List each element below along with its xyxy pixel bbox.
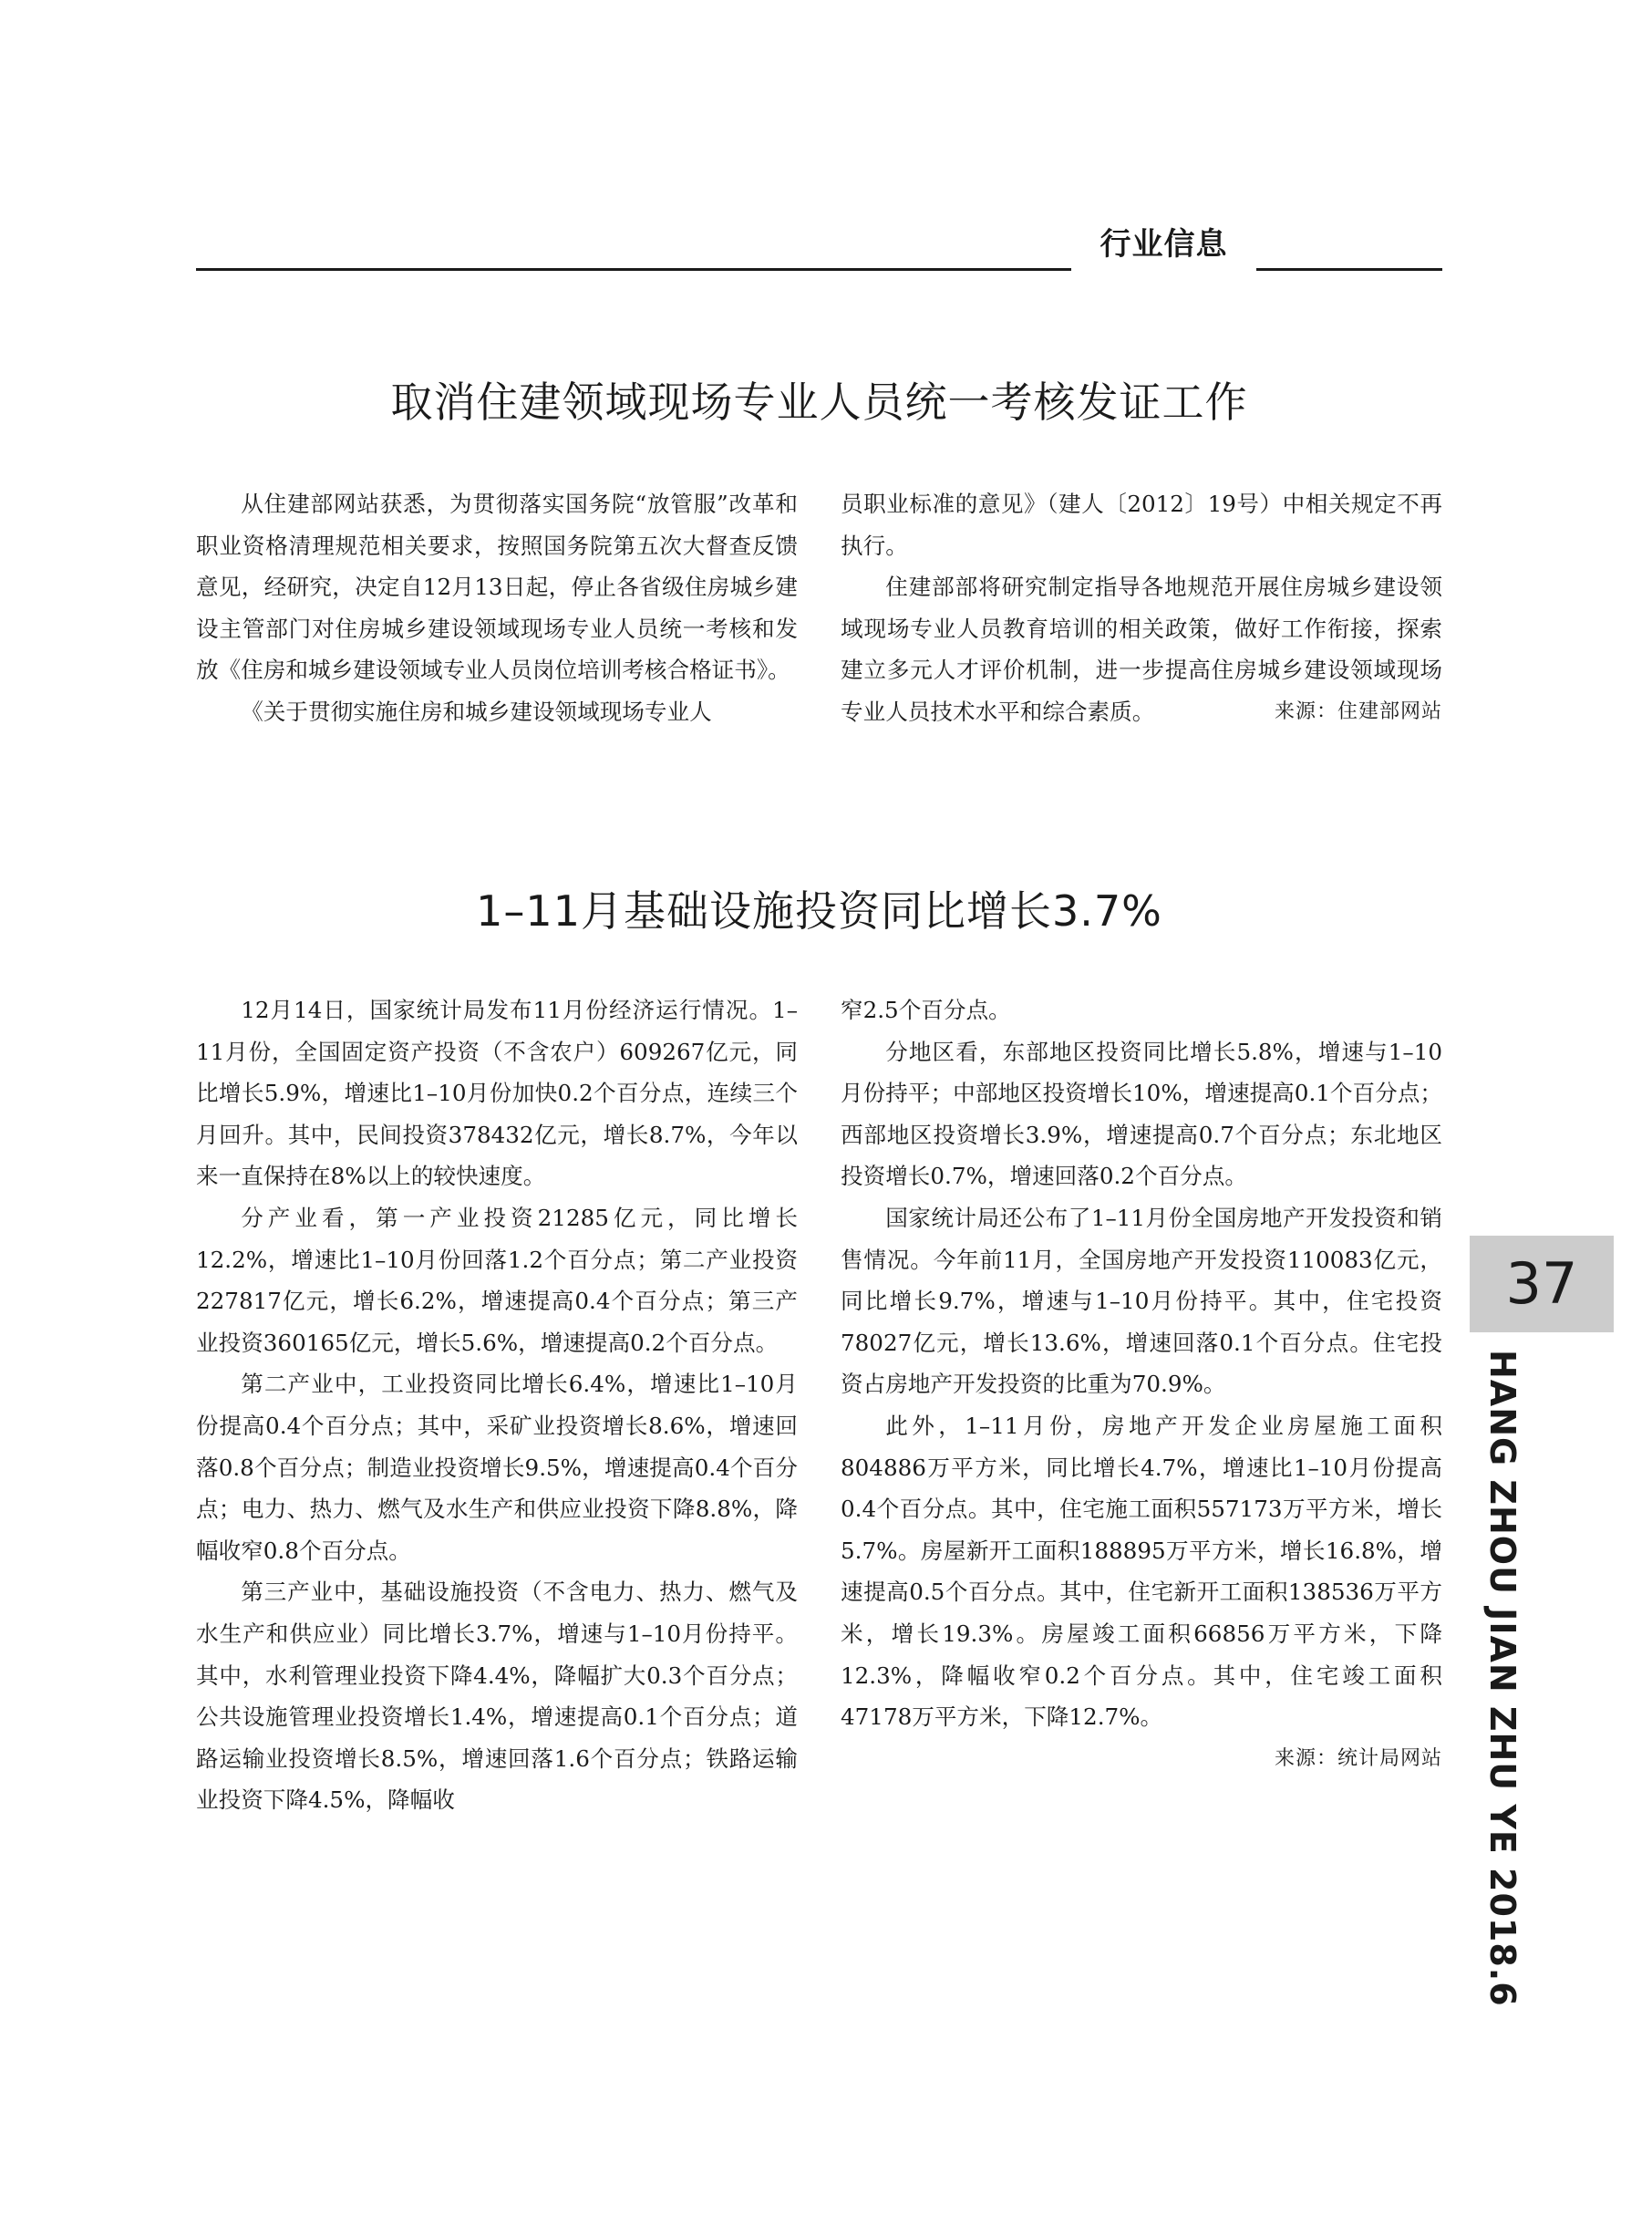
article1-right-column xyxy=(841,483,1442,733)
article2-left-column xyxy=(196,989,798,1821)
article2-title: 1–11月基础设施投资同比增长3.7% xyxy=(476,886,1162,936)
article1-title: 取消住建领域现场专业人员统一考核发证工作 xyxy=(390,378,1248,427)
article1-source: 来源：住建部网站 xyxy=(1274,699,1442,723)
article2-paragraph: 分产业看，第一产业投资21285亿元，同比增长12.2%，增速比1–10月份回落1.2个百分点；第二产业投资227817亿元，增长6.2%，增速提高0.4个百分点；第三产业投资360165亿元，增长5.6%，增速提高0.2个百分点。 xyxy=(196,1204,798,1356)
section-label: 行业信息 xyxy=(1100,226,1228,263)
article2-paragraph: 国家统计局还公布了1–11月份全国房地产开发投资和销售情况。今年前11月，全国房地产开发投资110083亿元，同比增长9.7%，增速与1–10月份持平。其中，住宅投资78027亿元，增长13.6%，增速回落0.1个百分点。住宅投资占房地产开发投资的比重为70.9%。 xyxy=(841,1204,1442,1398)
header-rule-left xyxy=(196,268,1071,271)
journal-title-vertical: HANG ZHOU JIAN ZHU YE 2018.6 xyxy=(1482,1350,1523,2007)
article1-continuation: 员职业标准的意见》（建人〔2012〕19号）中相关规定不再执行。 xyxy=(841,491,1442,559)
article2-paragraph: 分地区看，东部地区投资同比增长5.8%，增速与1–10月份持平；中部地区投资增长10%，增速提高0.1个百分点；西部地区投资增长3.9%，增速提高0.7个百分点；东北地区投资增长0.7%，增速回落0.2个百分点。 xyxy=(841,1038,1442,1190)
article2-source: 来源：统计局网站 xyxy=(1274,1746,1442,1770)
article2-continuation: 窄2.5个百分点。 xyxy=(841,997,1011,1023)
article1-paragraph xyxy=(841,566,1442,732)
article1-paragraph-text: 住建部部将研究制定指导各地规范开展住房城乡建设领域现场专业人员教育培训的相关政策，做好工作衔接，探索建立多元人才评价机制，进一步提高住房城乡建设领域现场专业人员技术水平和综合素质。 xyxy=(841,574,1442,725)
article2-paragraph: 此外，1–11月份，房地产开发企业房屋施工面积804886万平方米，同比增长4.7%，增速比1–10月份提高0.4个百分点。其中，住宅施工面积557173万平方米，增长5.7%。房屋新开工面积188895万平方米，增长16.8%，增速提高0.5个百分点。其中，住宅新开工面积138536万平方米，增长19.3%。房屋竣工面积66856万平方米，下降12.3%，降幅收窄0.2个百分点。其中，住宅竣工面积47178万平方米，下降12.7%。 xyxy=(841,1412,1442,1731)
article2-paragraph: 第三产业中，基础设施投资（不含电力、热力、燃气及水生产和供应业）同比增长3.7%，增速与1–10月份持平。其中，水利管理业投资下降4.4%，降幅扩大0.3个百分点；公共设施管理业投资增长1.4%，增速提高0.1个百分点；道路运输业投资增长8.5%，增速回落1.6个百分点；铁路运输业投资下降4.5%，降幅收 xyxy=(196,1579,798,1814)
page-number: 37 xyxy=(1470,1236,1614,1332)
article2-paragraph: 12月14日，国家统计局发布11月份经济运行情况。1–11月份，全国固定资产投资（不含农户）609267亿元，同比增长5.9%，增速比1–10月份加快0.2个百分点，连续三个月回升。其中，民间投资378432亿元，增长8.7%，今年以来一直保持在8%以上的较快速度。 xyxy=(196,997,798,1190)
article1-left-column xyxy=(196,483,798,733)
article1-paragraph: 《关于贯彻实施住房和城乡建设领域现场专业人 xyxy=(241,698,712,725)
article2-paragraph: 第二产业中，工业投资同比增长6.4%，增速比1–10月份提高0.4个百分点；其中，采矿业投资增长8.6%，增速回落0.8个百分点；制造业投资增长9.5%，增速提高0.4个百分点；电力、热力、燃气及水生产和供应业投资下降8.8%，降幅收窄0.8个百分点。 xyxy=(196,1371,798,1564)
header-rule-right xyxy=(1256,268,1442,271)
article2-right-column xyxy=(841,989,1442,1779)
article1-paragraph: 从住建部网站获悉，为贯彻落实国务院“放管服”改革和职业资格清理规范相关要求，按照国务院第五次大督查反馈意见，经研究，决定自12月13日起，停止各省级住房城乡建设主管部门对住房城乡建设领域现场专业人员统一考核和发放《住房和城乡建设领域专业人员岗位培训考核合格证书》。 xyxy=(196,491,798,684)
